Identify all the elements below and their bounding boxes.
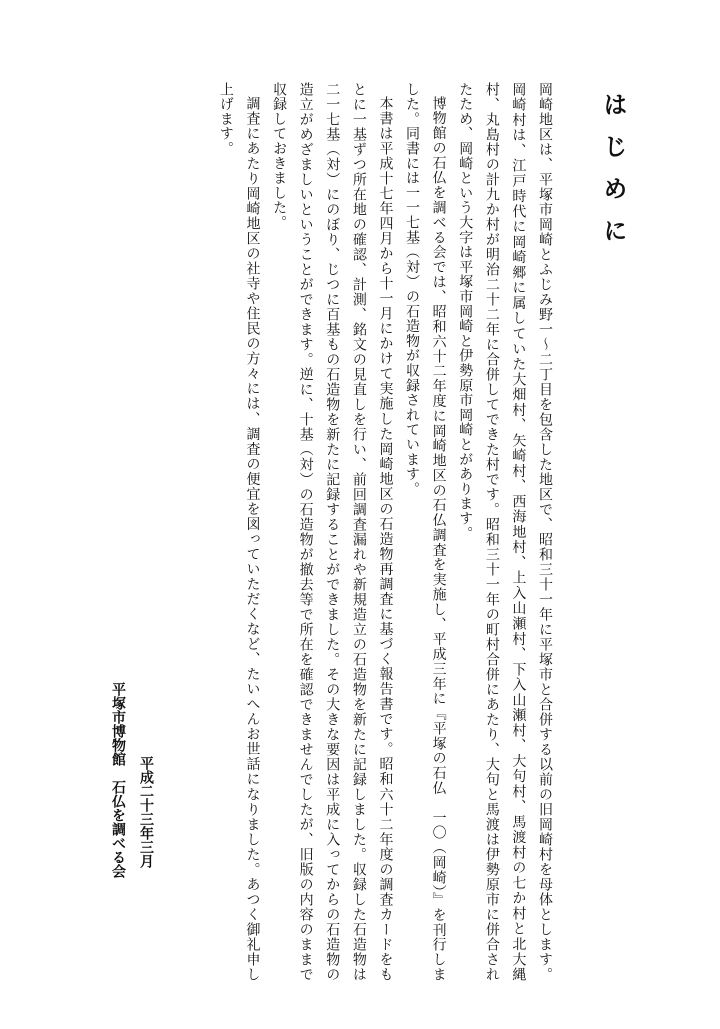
paragraph-3: 本書は平成十七年四月から十一月にかけて実施した岡崎地区の石造物再調査に基づく報告書です。昭和六十二年度の調査カードをもとに一基ずつ所在地の確認、計測、銘文の見直しを行い、前回調査漏れや新規造立の石造物を新たに記録しました。収録した石造物は二一七基（対）にのぼり、じつに百基もの石造物を新たに記録することができました。その大きな要因は平成に入ってからの石造物の造立がめざましいということができます。逆に、十基（対）の石造物が撤去等で所在を確認できませんでしたが、旧版の内容のままで収録しておきました。 [271, 82, 394, 982]
signature-block [100, 682, 160, 922]
paragraph-1: 岡崎地区は、平塚市岡崎とふじみ野一～二丁目を包含した地区で、昭和三十一年に平塚市と合併する以前の旧岡崎村を母体とします。岡崎村は、江戸時代に岡崎郷に属していた大畑村、矢崎村、西海地村、上入山瀬村、下入山瀬村、大句村、馬渡村の七か村と北大縄村、丸島村の計九か村が明治二十二年に合併してできた村です。昭和三十一年の町村合併にあたり、大句と馬渡は伊勢原市に併合されたため、岡崎という大字は平塚市岡崎と伊勢原市岡崎とがあります。 [457, 82, 553, 982]
body-text [190, 82, 558, 982]
paragraph-2: 博物館の石仏を調べる会では、昭和六十二年度に岡崎地区の石仏調査を実施し、平成三年に『平塚の石仏 一〇（岡崎）』を刊行しました。同書には一一七基（対）の石造物が収録されています。 [404, 82, 447, 982]
paragraph-4: 調査にあたり岡崎地区の社寺や住民の方々には、調査の便宜を図っていただくなど、たいへんお世話になりました。あつく御礼申し上げます。 [217, 82, 261, 982]
signature-organization: 平塚市博物館 石仏を調べる会 [110, 682, 126, 878]
page-title: はじめに [599, 92, 627, 260]
signature-date: 平成二十三年三月 [138, 756, 154, 868]
